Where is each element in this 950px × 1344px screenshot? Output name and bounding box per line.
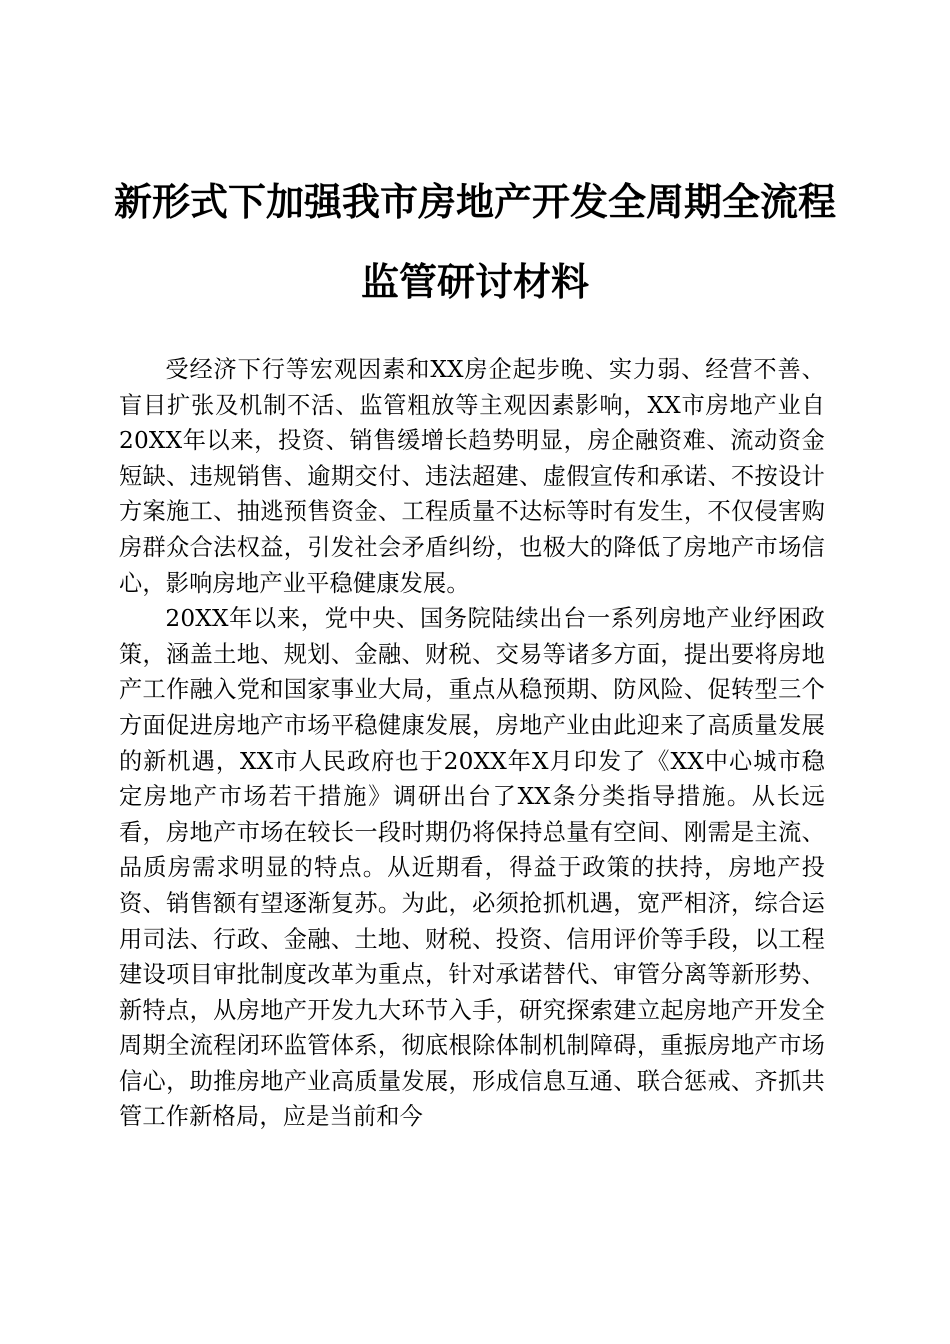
document-title: 新形式下加强我市房地产开发全周期全流程监管研讨材料 bbox=[113, 179, 836, 304]
paragraph-2: 20XX年以来，党中央、国务院陆续出台一系列房地产业纾困政策，涵盖土地、规划、金融、财税、交易等诸多方面，提出要将房地产工作融入党和国家事业大局，重点从稳预期、防风险、促转型三个方面促进房地产市场平稳健康发展，房地产业由此迎来了高质量发展的新机遇，XX市人民政府也于20XX年X月印发了《XX中心城市稳定房地产市场若干措施》调研出台了XX条分类指导措施。从长远看，房地产市场在较长一段时期仍将保持总量有空间、刚需是主流、品质房需求明显的特点。从近期看，得益于政策的扶持，房地产投资、销售额有望逐渐复苏。为此，必须抢抓机遇，宽严相济，综合运用司法、行政、金融、土地、财税、投资、信用评价等手段，以工程建设项目审批制度改革为重点，针对承诺替代、审管分离等新形势、新特点，从房地产开发九大环节入手，研究探索建立起房地产开发全周期全流程闭环监管体系，彻底根除体制机制障碍，重振房地产市场信心，助推房地产业高质量发展，形成信息互通、联合惩戒、齐抓共管工作新格局，应是当前和今 bbox=[119, 605, 825, 1131]
document-body bbox=[119, 352, 825, 1135]
paragraph-1: 受经济下行等宏观因素和XX房企起步晚、实力弱、经营不善、盲目扩张及机制不活、监管粗放等主观因素影响，XX市房地产业自20XX年以来，投资、销售缓增长趋势明显，房企融资难、流动资金短缺、违规销售、逾期交付、违法超建、虚假宣传和承诺、不按设计方案施工、抽逃预售资金、工程质量不达标等时有发生，不仅侵害购房群众合法权益，引发社会矛盾纠纷，也极大的降低了房地产市场信心，影响房地产业平稳健康发展。 bbox=[119, 356, 825, 597]
